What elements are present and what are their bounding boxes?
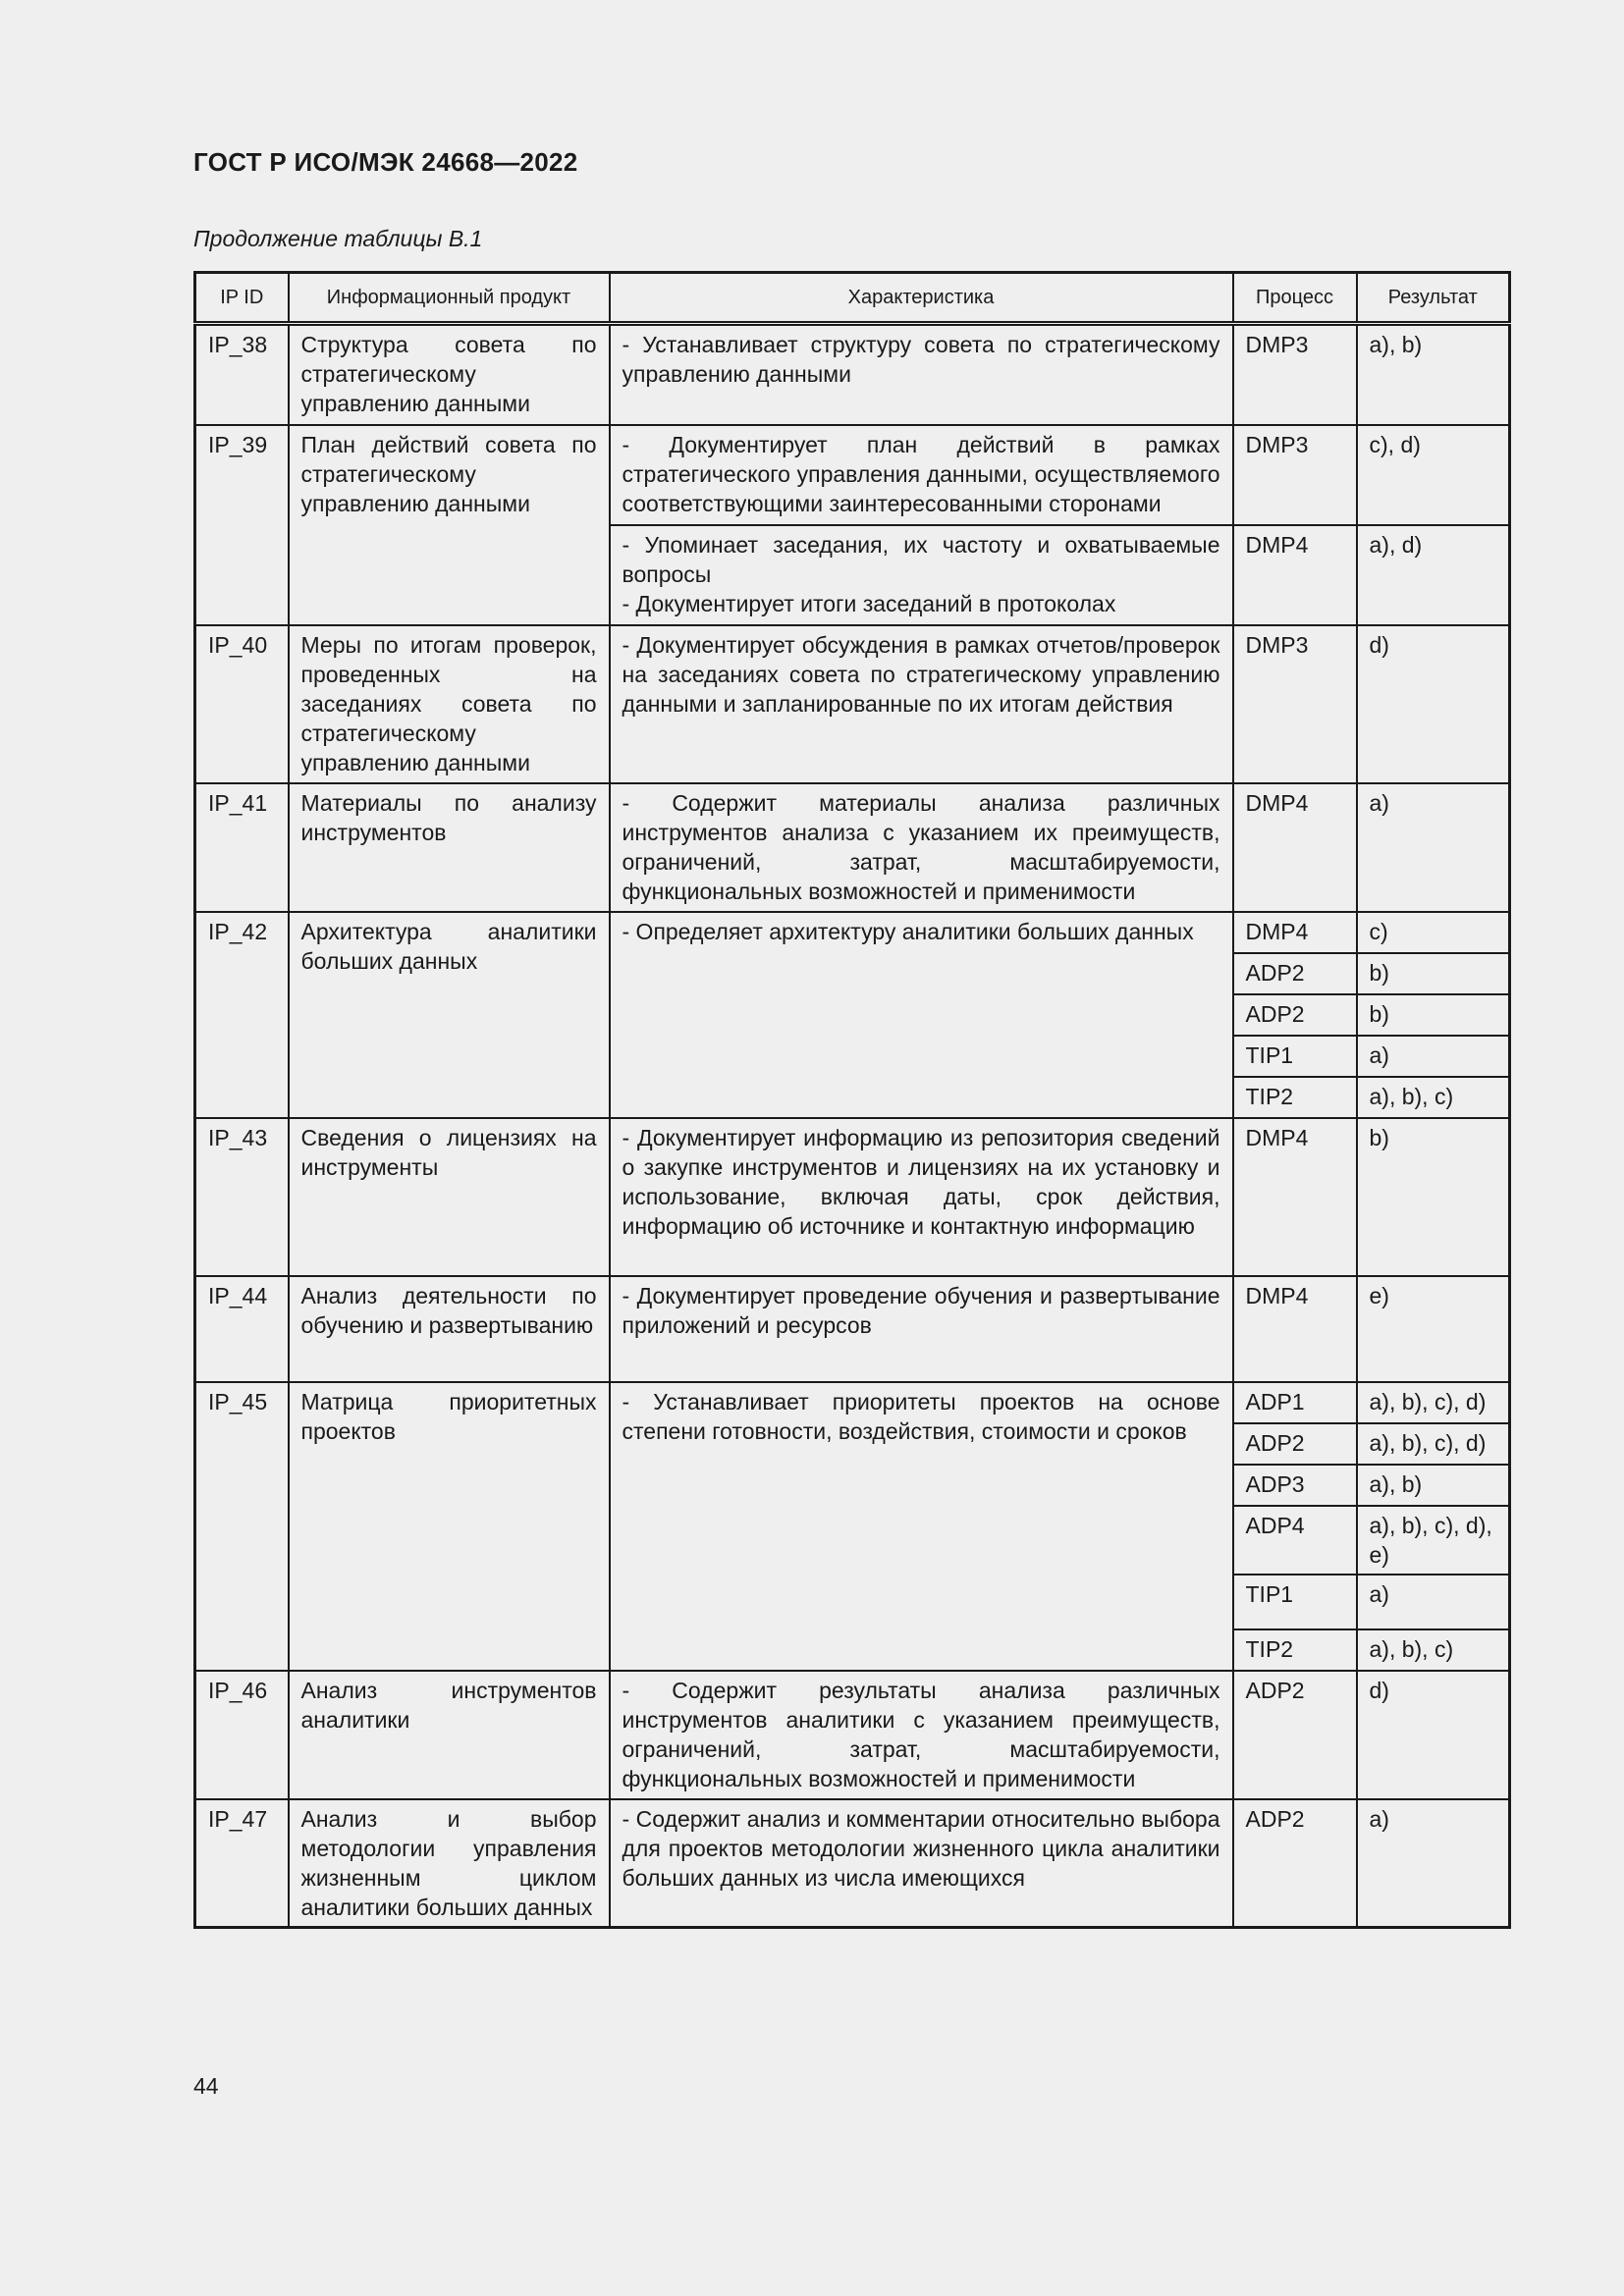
process-cell: TIP2 — [1233, 1077, 1357, 1118]
product-cell: Матрица приоритетных проектов — [289, 1382, 610, 1671]
characteristic-cell — [610, 525, 1233, 625]
page-number: 44 — [193, 2073, 219, 2099]
process-cell: DMP3 — [1233, 425, 1357, 525]
table-row — [195, 625, 1510, 783]
result-cell: a), b), c), d), e) — [1357, 1506, 1510, 1575]
col-header-characteristic: Характеристика — [610, 273, 1233, 324]
result-cell: d) — [1357, 625, 1510, 783]
result-cell: a), b), c), d) — [1357, 1423, 1510, 1465]
process-cell: TIP2 — [1233, 1629, 1357, 1671]
result-cell: a), b), c) — [1357, 1077, 1510, 1118]
characteristic-cell: - Определяет архитектуру аналитики больших данных — [610, 912, 1233, 1118]
product-cell: Архитектура аналитики больших данных — [289, 912, 610, 1118]
characteristic-line: - Документирует итоги заседаний в протоколах — [622, 590, 1116, 616]
result-cell: a), b) — [1357, 1465, 1510, 1506]
table-row — [195, 324, 1510, 425]
product-cell: Сведения о лицензиях на инструменты — [289, 1118, 610, 1276]
col-header-process: Процесс — [1233, 273, 1357, 324]
process-cell: ADP1 — [1233, 1382, 1357, 1423]
result-cell: a), b) — [1357, 324, 1510, 425]
product-cell: Анализ инструментов аналитики — [289, 1671, 610, 1799]
table-row — [195, 1671, 1510, 1799]
process-cell: ADP3 — [1233, 1465, 1357, 1506]
process-cell: DMP3 — [1233, 625, 1357, 783]
process-cell: ADP2 — [1233, 953, 1357, 994]
ip-id-cell: IP_43 — [195, 1118, 289, 1276]
product-cell: План действий совета по стратегическому управлению данными — [289, 425, 610, 625]
process-cell: ADP2 — [1233, 1423, 1357, 1465]
table-row — [195, 1118, 1510, 1276]
product-cell: Структура совета по стратегическому управлению данными — [289, 324, 610, 425]
characteristic-cell: - Документирует план действий в рамках стратегического управления данными, осуществляемого соответствующими заинтересованными сторонами — [610, 425, 1233, 525]
ip-id-cell: IP_41 — [195, 783, 289, 912]
product-cell: Меры по итогам проверок, проведенных на заседаниях совета по стратегическому управлению данными — [289, 625, 610, 783]
process-cell: ADP2 — [1233, 1799, 1357, 1928]
table-row — [195, 1276, 1510, 1382]
table-row — [195, 1799, 1510, 1928]
table-row — [195, 912, 1510, 953]
process-cell: TIP1 — [1233, 1575, 1357, 1629]
result-cell: e) — [1357, 1276, 1510, 1382]
process-cell: ADP4 — [1233, 1506, 1357, 1575]
result-cell: b) — [1357, 953, 1510, 994]
result-cell: b) — [1357, 1118, 1510, 1276]
result-cell: a) — [1357, 1036, 1510, 1077]
process-cell: ADP2 — [1233, 994, 1357, 1036]
result-cell: c), d) — [1357, 425, 1510, 525]
process-cell: TIP1 — [1233, 1036, 1357, 1077]
process-cell: DMP4 — [1233, 912, 1357, 953]
ip-id-cell: IP_42 — [195, 912, 289, 1118]
process-cell: DMP3 — [1233, 324, 1357, 425]
col-header-ip-id: IP ID — [195, 273, 289, 324]
table-row — [195, 1382, 1510, 1423]
ip-id-cell: IP_46 — [195, 1671, 289, 1799]
characteristic-cell: - Содержит анализ и комментарии относительно выбора для проектов методологии жизненного цикла аналитики больших данных из числа имеющихся — [610, 1799, 1233, 1928]
product-cell: Анализ деятельности по обучению и развертыванию — [289, 1276, 610, 1382]
process-cell: DMP4 — [1233, 525, 1357, 625]
col-header-product: Информационный продукт — [289, 273, 610, 324]
product-cell: Анализ и выбор методологии управления жизненным циклом аналитики больших данных — [289, 1799, 610, 1928]
process-cell: ADP2 — [1233, 1671, 1357, 1799]
result-cell: a) — [1357, 1799, 1510, 1928]
characteristic-cell: - Содержит результаты анализа различных инструментов аналитики с указанием преимуществ, ограничений, затрат, масштабируемости, функциональных возможностей и применимости — [610, 1671, 1233, 1799]
characteristic-cell: - Документирует проведение обучения и развертывание приложений и ресурсов — [610, 1276, 1233, 1382]
result-cell: c) — [1357, 912, 1510, 953]
process-cell: DMP4 — [1233, 1276, 1357, 1382]
result-cell: a) — [1357, 783, 1510, 912]
product-cell: Материалы по анализу инструментов — [289, 783, 610, 912]
characteristic-cell: - Устанавливает приоритеты проектов на основе степени готовности, воздействия, стоимости и сроков — [610, 1382, 1233, 1671]
characteristic-line: - Упоминает заседания, их частоту и охватываемые вопросы — [622, 531, 1220, 587]
document-title: ГОСТ Р ИСО/МЭК 24668—2022 — [193, 147, 578, 177]
header-row — [195, 273, 1510, 324]
ip-id-cell: IP_40 — [195, 625, 289, 783]
result-cell: a), d) — [1357, 525, 1510, 625]
process-cell: DMP4 — [1233, 1118, 1357, 1276]
characteristic-cell: - Устанавливает структуру совета по стратегическому управлению данными — [610, 324, 1233, 425]
process-cell: DMP4 — [1233, 783, 1357, 912]
ip-id-cell: IP_44 — [195, 1276, 289, 1382]
result-cell: a), b), c) — [1357, 1629, 1510, 1671]
characteristic-cell: - Документирует обсуждения в рамках отчетов/проверок на заседаниях совета по стратегическому управлению данными и запланированные по их итогам действия — [610, 625, 1233, 783]
ip-id-cell: IP_38 — [195, 324, 289, 425]
col-header-result: Результат — [1357, 273, 1510, 324]
result-cell: b) — [1357, 994, 1510, 1036]
result-cell: a) — [1357, 1575, 1510, 1629]
characteristic-cell: - Содержит материалы анализа различных инструментов анализа с указанием их преимуществ, ограничений, затрат, масштабируемости, функциональных возможностей и применимости — [610, 783, 1233, 912]
ip-id-cell: IP_47 — [195, 1799, 289, 1928]
result-cell: a), b), c), d) — [1357, 1382, 1510, 1423]
ip-id-cell: IP_45 — [195, 1382, 289, 1671]
ip-id-cell: IP_39 — [195, 425, 289, 625]
result-cell: d) — [1357, 1671, 1510, 1799]
table-row — [195, 783, 1510, 912]
characteristic-cell: - Документирует информацию из репозитория сведений о закупке инструментов и лицензиях на их установку и использование, включая даты, срок действия, информацию об источнике и контактную информацию — [610, 1118, 1233, 1276]
table-row — [195, 425, 1510, 525]
characteristics-table — [193, 271, 1511, 1929]
table-caption: Продолжение таблицы В.1 — [193, 226, 483, 251]
